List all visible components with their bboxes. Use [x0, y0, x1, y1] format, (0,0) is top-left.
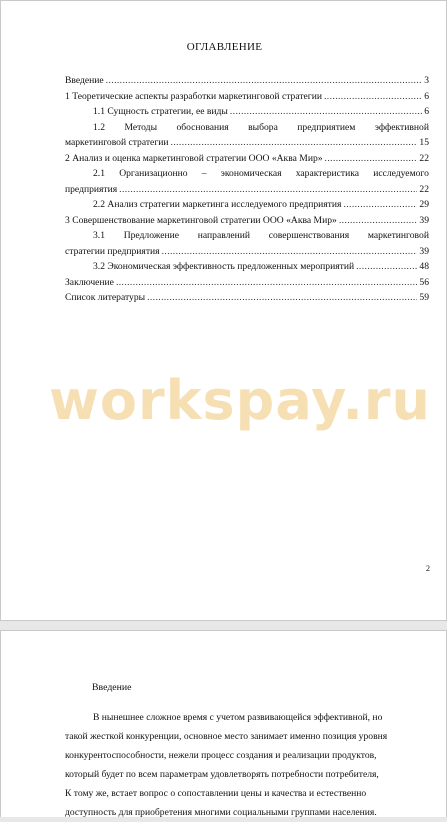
toc-entry-label: Заключение: [65, 276, 114, 288]
toc-entry-2-1[interactable]: [65, 166, 429, 197]
toc-word: исследуемого: [373, 168, 429, 179]
toc-entry-label: 2.2 Анализ стратегии маркетинга исследуемого предприятия: [93, 199, 342, 210]
toc-entry-page: 15: [419, 137, 429, 148]
toc-word: Организационно: [119, 168, 188, 179]
toc-leader-dots: [230, 104, 422, 120]
toc-leader-dots: [116, 275, 417, 291]
toc-entry-page: 6: [424, 90, 429, 102]
page-number: 2: [426, 564, 430, 573]
toc-word: 2.1: [93, 168, 105, 179]
toc-entry-label-line: [93, 166, 429, 182]
toc-entry-label: 1 Теоретические аспекты разработки маркетинговой стратегии: [65, 90, 322, 102]
toc-word: эффективной: [374, 121, 429, 133]
toc-leader-dots: [106, 73, 423, 89]
toc-entry-label: предприятия: [65, 183, 118, 195]
text-line: такой жесткой конкуренции, основное место занимает именно позиция уровня: [65, 731, 388, 742]
toc-entry-page: 3: [424, 75, 429, 86]
toc-word: обоснования: [176, 121, 229, 133]
section-heading: Введение: [92, 682, 132, 693]
toc-entry-page: 59: [419, 292, 429, 303]
toc-leader-dots: [343, 197, 417, 213]
toc-entry-label: Список литературы: [65, 292, 146, 303]
text-line: В нынешнее сложное время с учетом развивающейся эффективной, но: [93, 712, 383, 723]
toc-word: Методы: [124, 121, 158, 133]
toc-entry-label-line: [65, 182, 429, 198]
table-of-contents: [65, 73, 429, 306]
text-line: который будет по всем параметрам удовлетворять потребности потребителя,: [65, 769, 379, 780]
toc-word: 3.1: [93, 230, 105, 241]
toc-word: направлений: [197, 230, 251, 241]
toc-entry-chapter-2[interactable]: [65, 151, 429, 167]
toc-leader-dots: [339, 213, 418, 229]
toc-word: предприятием: [297, 121, 356, 133]
toc-entry-label: 2 Анализ и оценка маркетинговой стратегии ООО «Аква Мир»: [65, 152, 323, 164]
toc-entry-references[interactable]: [65, 290, 429, 306]
toc-word: выбора: [248, 121, 278, 133]
toc-entry-page: 39: [419, 245, 429, 257]
toc-entry-label-line: [65, 135, 429, 151]
watermark: workspay.ru: [49, 369, 431, 432]
toc-entry-chapter-1[interactable]: [65, 89, 429, 105]
toc-word: характеристика: [295, 168, 359, 179]
toc-entry-3-2[interactable]: [65, 259, 429, 275]
toc-entry-label: Введение: [65, 75, 104, 86]
toc-entry-label: стратегии предприятия: [65, 245, 160, 257]
toc-entry-label: 1.1 Сущность стратегии, ее виды: [93, 106, 228, 117]
toc-word: Предложение: [123, 230, 180, 241]
toc-entry-1-1[interactable]: [65, 104, 429, 120]
toc-leader-dots: [325, 151, 418, 167]
toc-entry-page: 6: [424, 106, 429, 117]
toc-entry-label: 3.2 Экономическая эффективность предложенных мероприятий: [93, 261, 355, 272]
toc-entry-intro[interactable]: [65, 73, 429, 89]
toc-entry-page: 56: [419, 276, 429, 288]
toc-entry-chapter-3[interactable]: [65, 213, 429, 229]
toc-leader-dots: [324, 89, 422, 105]
toc-leader-dots: [147, 290, 417, 306]
toc-entry-label-line: [93, 228, 429, 244]
toc-leader-dots: [171, 135, 418, 151]
toc-entry-page: 48: [419, 261, 429, 272]
toc-word: –: [201, 168, 207, 179]
toc-entry-label: 3 Совершенствование маркетинговой стратегии ООО «Аква Мир»: [65, 214, 337, 226]
toc-entry-label: маркетинговой стратегии: [65, 137, 169, 148]
toc-entry-3-1[interactable]: [65, 228, 429, 259]
toc-leader-dots: [356, 259, 417, 275]
toc-leader-dots: [119, 182, 417, 198]
toc-entry-2-2[interactable]: [65, 197, 429, 213]
text-line: К тому же, встает вопрос о сопоставлении цены и качества и естественно: [65, 788, 367, 799]
toc-title: ОГЛАВЛЕНИЕ: [186, 41, 263, 53]
toc-word: маркетинговой: [367, 230, 429, 241]
toc-entry-page: 22: [419, 152, 429, 164]
toc-leader-dots: [162, 244, 418, 260]
toc-word: 1.2: [93, 121, 105, 133]
text-line: конкурентоспособности, нежели процесс создания и реализации продуктов,: [65, 750, 377, 761]
toc-word: совершенствования: [268, 230, 350, 241]
text-line: доступность для приобретения многими социальными группами населения.: [65, 807, 377, 818]
toc-entry-page: 22: [419, 183, 429, 195]
toc-entry-1-2[interactable]: [65, 120, 429, 151]
toc-entry-label-line: [93, 120, 429, 136]
toc-entry-page: 29: [419, 199, 429, 210]
document-page-2: [0, 630, 447, 817]
toc-entry-page: 39: [419, 214, 429, 226]
toc-entry-label-line: [65, 244, 429, 260]
toc-entry-conclusion[interactable]: [65, 275, 429, 291]
body-paragraph: [65, 708, 429, 822]
toc-word: экономическая: [220, 168, 282, 179]
